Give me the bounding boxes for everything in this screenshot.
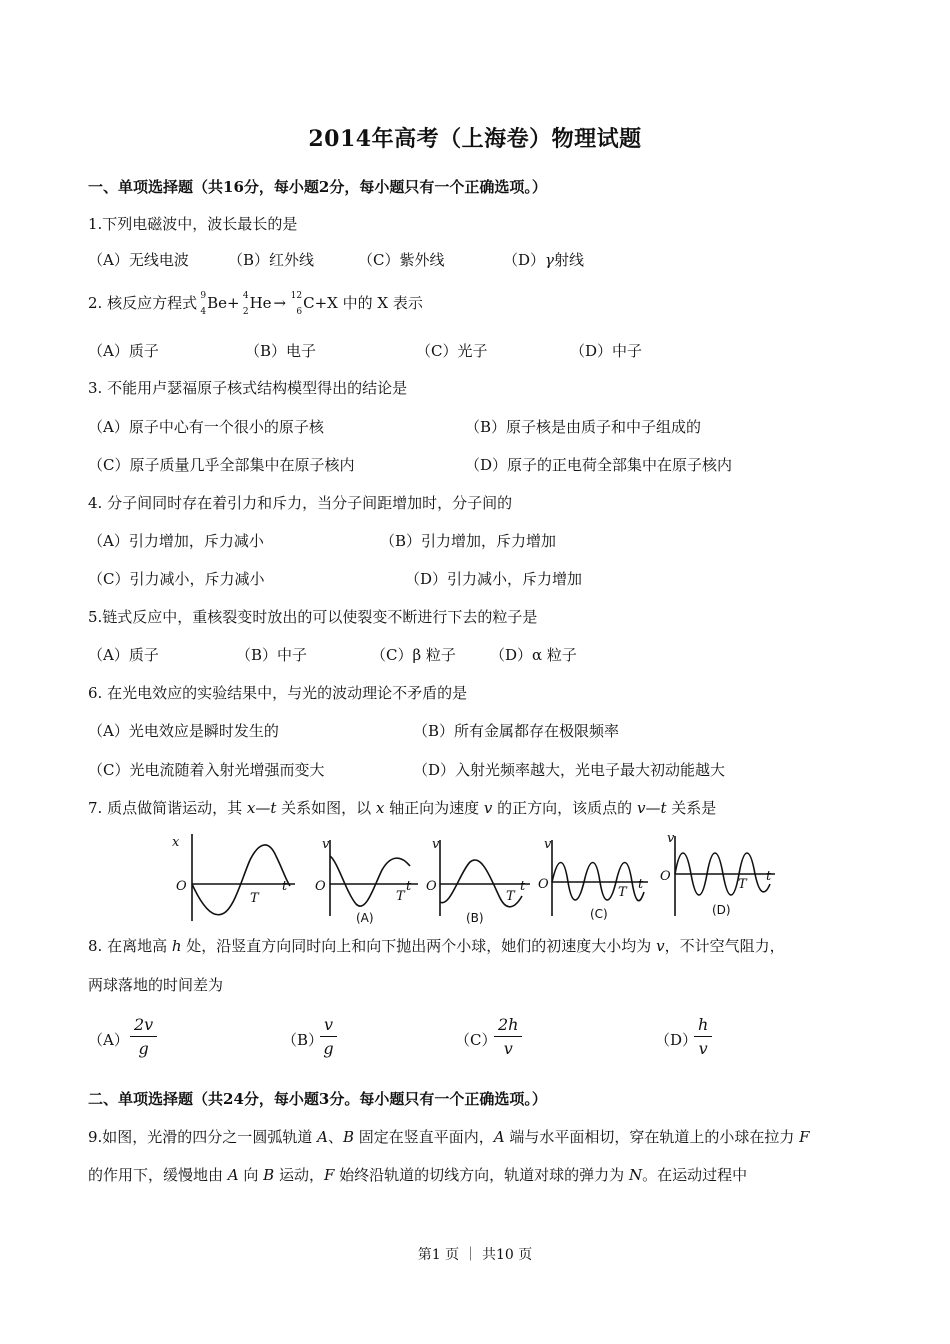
q6-option-c: （C）光电流随着入射光增强而变大 (88, 761, 325, 779)
graph-b-caption: (B) (466, 911, 484, 925)
he-symbol: He (249, 294, 272, 312)
q8-stem-2: 处，沿竖直方向同时向上和向下抛出两个小球，她们的初速度大小均为 (181, 937, 657, 955)
q3-option-a: （A）原子中心有一个很小的原子核 (88, 418, 324, 436)
question-9-stem-line-1 (88, 1126, 810, 1147)
q8-option-b-label: （B） (282, 1031, 324, 1049)
q9-point-b-2: B (263, 1166, 275, 1184)
q2-option-a: （A）质子 (88, 342, 159, 360)
q6-option-d: （D）入射光频率越大，光电子最大初动能越大 (413, 761, 726, 779)
q8-option-a-label: （A） (88, 1031, 129, 1049)
q8-option-d-fraction (694, 1014, 712, 1061)
q8-option-d-label: （D） (655, 1031, 698, 1049)
q4-option-b: （B）引力增加，斥力增加 (380, 532, 557, 550)
q3-option-d: （D）原子的正电荷全部集中在原子核内 (465, 456, 733, 474)
graph-b-period: T (506, 889, 515, 904)
q9-text-8: 。在运动过程中 (642, 1166, 748, 1184)
q8-var-h: h (171, 937, 182, 955)
q1-option-a: （A）无线电波 (88, 251, 189, 269)
be-mass-number: 9 (200, 291, 207, 301)
q7-var-t: t (270, 799, 277, 817)
question-9-stem-line-2 (88, 1164, 747, 1185)
graph-a-t: t (406, 879, 412, 894)
q7-stem-5: 关系是 (666, 799, 717, 817)
question-4-stem: 4. 分子间同时存在着引力和斥力，当分子间距增加时，分子间的 (88, 494, 513, 512)
q8-d-numerator: h (694, 1014, 712, 1037)
q5-option-d: （D）α 粒子 (490, 646, 577, 664)
graph-d-caption: (D) (712, 903, 731, 917)
q2-option-d: （D）中子 (570, 342, 643, 360)
graph-option-c (552, 840, 648, 916)
page-title: 2014年高考（上海卷）物理试题 (308, 126, 642, 152)
section-1-heading: 一、单项选择题（共16分，每小题2分，每小题只有一个正确选项。） (88, 178, 547, 196)
he-atomic-number: 2 (242, 307, 249, 317)
q8-option-c-label: （C） (455, 1031, 497, 1049)
graph-a-period: T (396, 889, 405, 904)
q8-c-denominator: v (503, 1039, 513, 1058)
q1-option-d (503, 249, 584, 270)
graph-b-origin: O (426, 879, 437, 894)
q7-var-v: v (483, 799, 493, 817)
q8-stem-3: ，不计空气阻力， (664, 937, 785, 955)
q1-d-label: （D） (503, 251, 546, 269)
c-nuclide-index (288, 293, 302, 315)
graph-c-t: t (638, 877, 644, 892)
q8-d-denominator: v (698, 1039, 708, 1058)
q4-option-d: （D）引力减小，斥力增加 (405, 570, 583, 588)
graph-d-t: t (766, 869, 772, 884)
q9-text-2: 固定在竖直平面内， (353, 1128, 494, 1146)
q8-stem-1: 8. 在离地高 (88, 937, 172, 955)
q7-var-x-2: x (375, 799, 385, 817)
graph-d-period: T (738, 877, 747, 892)
graph-c-v-label: v (544, 837, 552, 852)
graph-c-caption: (C) (590, 907, 608, 921)
question-1-stem: 1.下列电磁波中，波长最长的是 (88, 215, 298, 233)
section-2-heading: 二、单项选择题（共24分，每小题3分。每小题只有一个正确选项。） (88, 1090, 547, 1108)
q1-option-b: （B）红外线 (228, 251, 315, 269)
q7-var-v-2: v (636, 799, 646, 817)
he-nuclide-index (240, 293, 249, 315)
q5-option-c: （C）β 粒子 (371, 646, 456, 664)
q8-option-b-fraction (320, 1014, 337, 1061)
question-8-stem-line-2: 两球落地的时间差为 (88, 976, 224, 994)
q9-force-f-2: F (323, 1166, 335, 1184)
question-6-stem: 6. 在光电效应的实验结果中，与光的波动理论不矛盾的是 (88, 684, 468, 702)
question-8-stem (88, 935, 785, 956)
q9-point-a-2: A (493, 1128, 505, 1146)
q9-text-7: 始终沿轨道的切线方向，轨道对球的弹力为 (334, 1166, 629, 1184)
q9-point-a: A (317, 1128, 328, 1146)
be-nuclide-index (197, 293, 206, 315)
graph-x-t (192, 834, 295, 921)
q2-stem-pre: 2. 核反应方程式 (88, 294, 198, 312)
q2-option-c: （C）光子 (416, 342, 488, 360)
q8-var-v: v (656, 937, 665, 955)
q7-graphs-figure (170, 826, 790, 926)
q8-a-denominator: g (138, 1039, 149, 1058)
graph-d-origin: O (660, 869, 671, 884)
q7-dash-1: — (255, 799, 271, 817)
q9-force-n: N (628, 1166, 643, 1184)
q7-stem-3: 轴正向为速度 (384, 799, 484, 817)
q6-option-b: （B）所有金属都存在极限频率 (413, 722, 620, 740)
q9-text-3: 端与水平面相切，穿在轨道上的小球在拉力 (504, 1128, 800, 1146)
graph-a-v-label: v (322, 837, 330, 852)
q9-text-5: 向 (238, 1166, 264, 1184)
graph-y-label-x: x (172, 835, 180, 850)
q8-a-numerator: 2v (130, 1014, 157, 1037)
q3-option-c: （C）原子质量几乎全部集中在原子核内 (88, 456, 355, 474)
question-5-stem: 5.链式反应中，重核裂变时放出的可以使裂变不断进行下去的粒子是 (88, 608, 538, 626)
q7-stem-4: 的正方向，该质点的 (492, 799, 637, 817)
q8-option-a-fraction (130, 1014, 157, 1061)
be-symbol: Be+ (207, 294, 240, 312)
q7-var-t-2: t (660, 799, 667, 817)
q7-stem-1: 7. 质点做简谐运动，其 (88, 799, 247, 817)
c-mass-number: 12 (290, 291, 303, 301)
be-atomic-number: 4 (200, 307, 207, 317)
graph-option-b (440, 840, 530, 916)
q9-point-a-3: A (227, 1166, 239, 1184)
graph-t-label: t (282, 879, 288, 894)
q5-option-a: （A）质子 (88, 646, 159, 664)
question-2-stem (88, 292, 423, 315)
q1-d-text: 射线 (554, 251, 585, 269)
q9-text-6: 运动， (274, 1166, 324, 1184)
q8-b-numerator: v (320, 1014, 337, 1037)
q5-option-b: （B）中子 (236, 646, 308, 664)
question-7-stem (88, 797, 716, 818)
q4-option-a: （A）引力增加，斥力减小 (88, 532, 264, 550)
q7-stem-2: 关系如图，以 (276, 799, 376, 817)
graph-origin-label: O (176, 879, 187, 894)
page-footer: 第1 页 ｜ 共10 页 (417, 1247, 533, 1263)
q8-option-c-fraction (494, 1014, 522, 1061)
q6-option-a: （A）光电效应是瞬时发生的 (88, 722, 279, 740)
q2-stem-post: C+X 中的 X 表示 (303, 294, 423, 312)
q9-sep: 、 (327, 1128, 343, 1146)
q1-option-c: （C）紫外线 (358, 251, 445, 269)
q9-text-1: 9.如图，光滑的四分之一圆弧轨道 (88, 1128, 318, 1146)
graph-a-caption: (A) (356, 911, 374, 925)
graph-period-label: T (250, 891, 259, 906)
q3-option-b: （B）原子核是由质子和中子组成的 (465, 418, 702, 436)
q8-b-denominator: g (323, 1039, 334, 1058)
q7-var-x: x (246, 799, 256, 817)
graph-b-t: t (520, 879, 526, 894)
graph-b-v-label: v (432, 837, 440, 852)
c-atomic-number: 6 (296, 307, 303, 317)
q4-option-c: （C）引力减小，斥力减小 (88, 570, 265, 588)
he-mass-number: 4 (242, 291, 249, 301)
q8-c-numerator: 2h (494, 1014, 522, 1037)
graph-a-origin: O (315, 879, 326, 894)
graph-c-origin: O (538, 877, 549, 892)
question-3-stem: 3. 不能用卢瑟福原子核式结构模型得出的结论是 (88, 379, 408, 397)
graph-d-v-label: v (667, 831, 675, 846)
q9-text-4: 的作用下，缓慢地由 (88, 1166, 228, 1184)
q9-point-b: B (342, 1128, 354, 1146)
graph-c-period: T (618, 885, 627, 900)
q2-option-b: （B）电子 (245, 342, 317, 360)
q9-force-f: F (799, 1128, 810, 1146)
q7-dash-2: — (645, 799, 661, 817)
reaction-arrow: → (273, 294, 287, 312)
gamma-symbol: γ (545, 251, 554, 269)
graph-option-a (330, 840, 418, 916)
